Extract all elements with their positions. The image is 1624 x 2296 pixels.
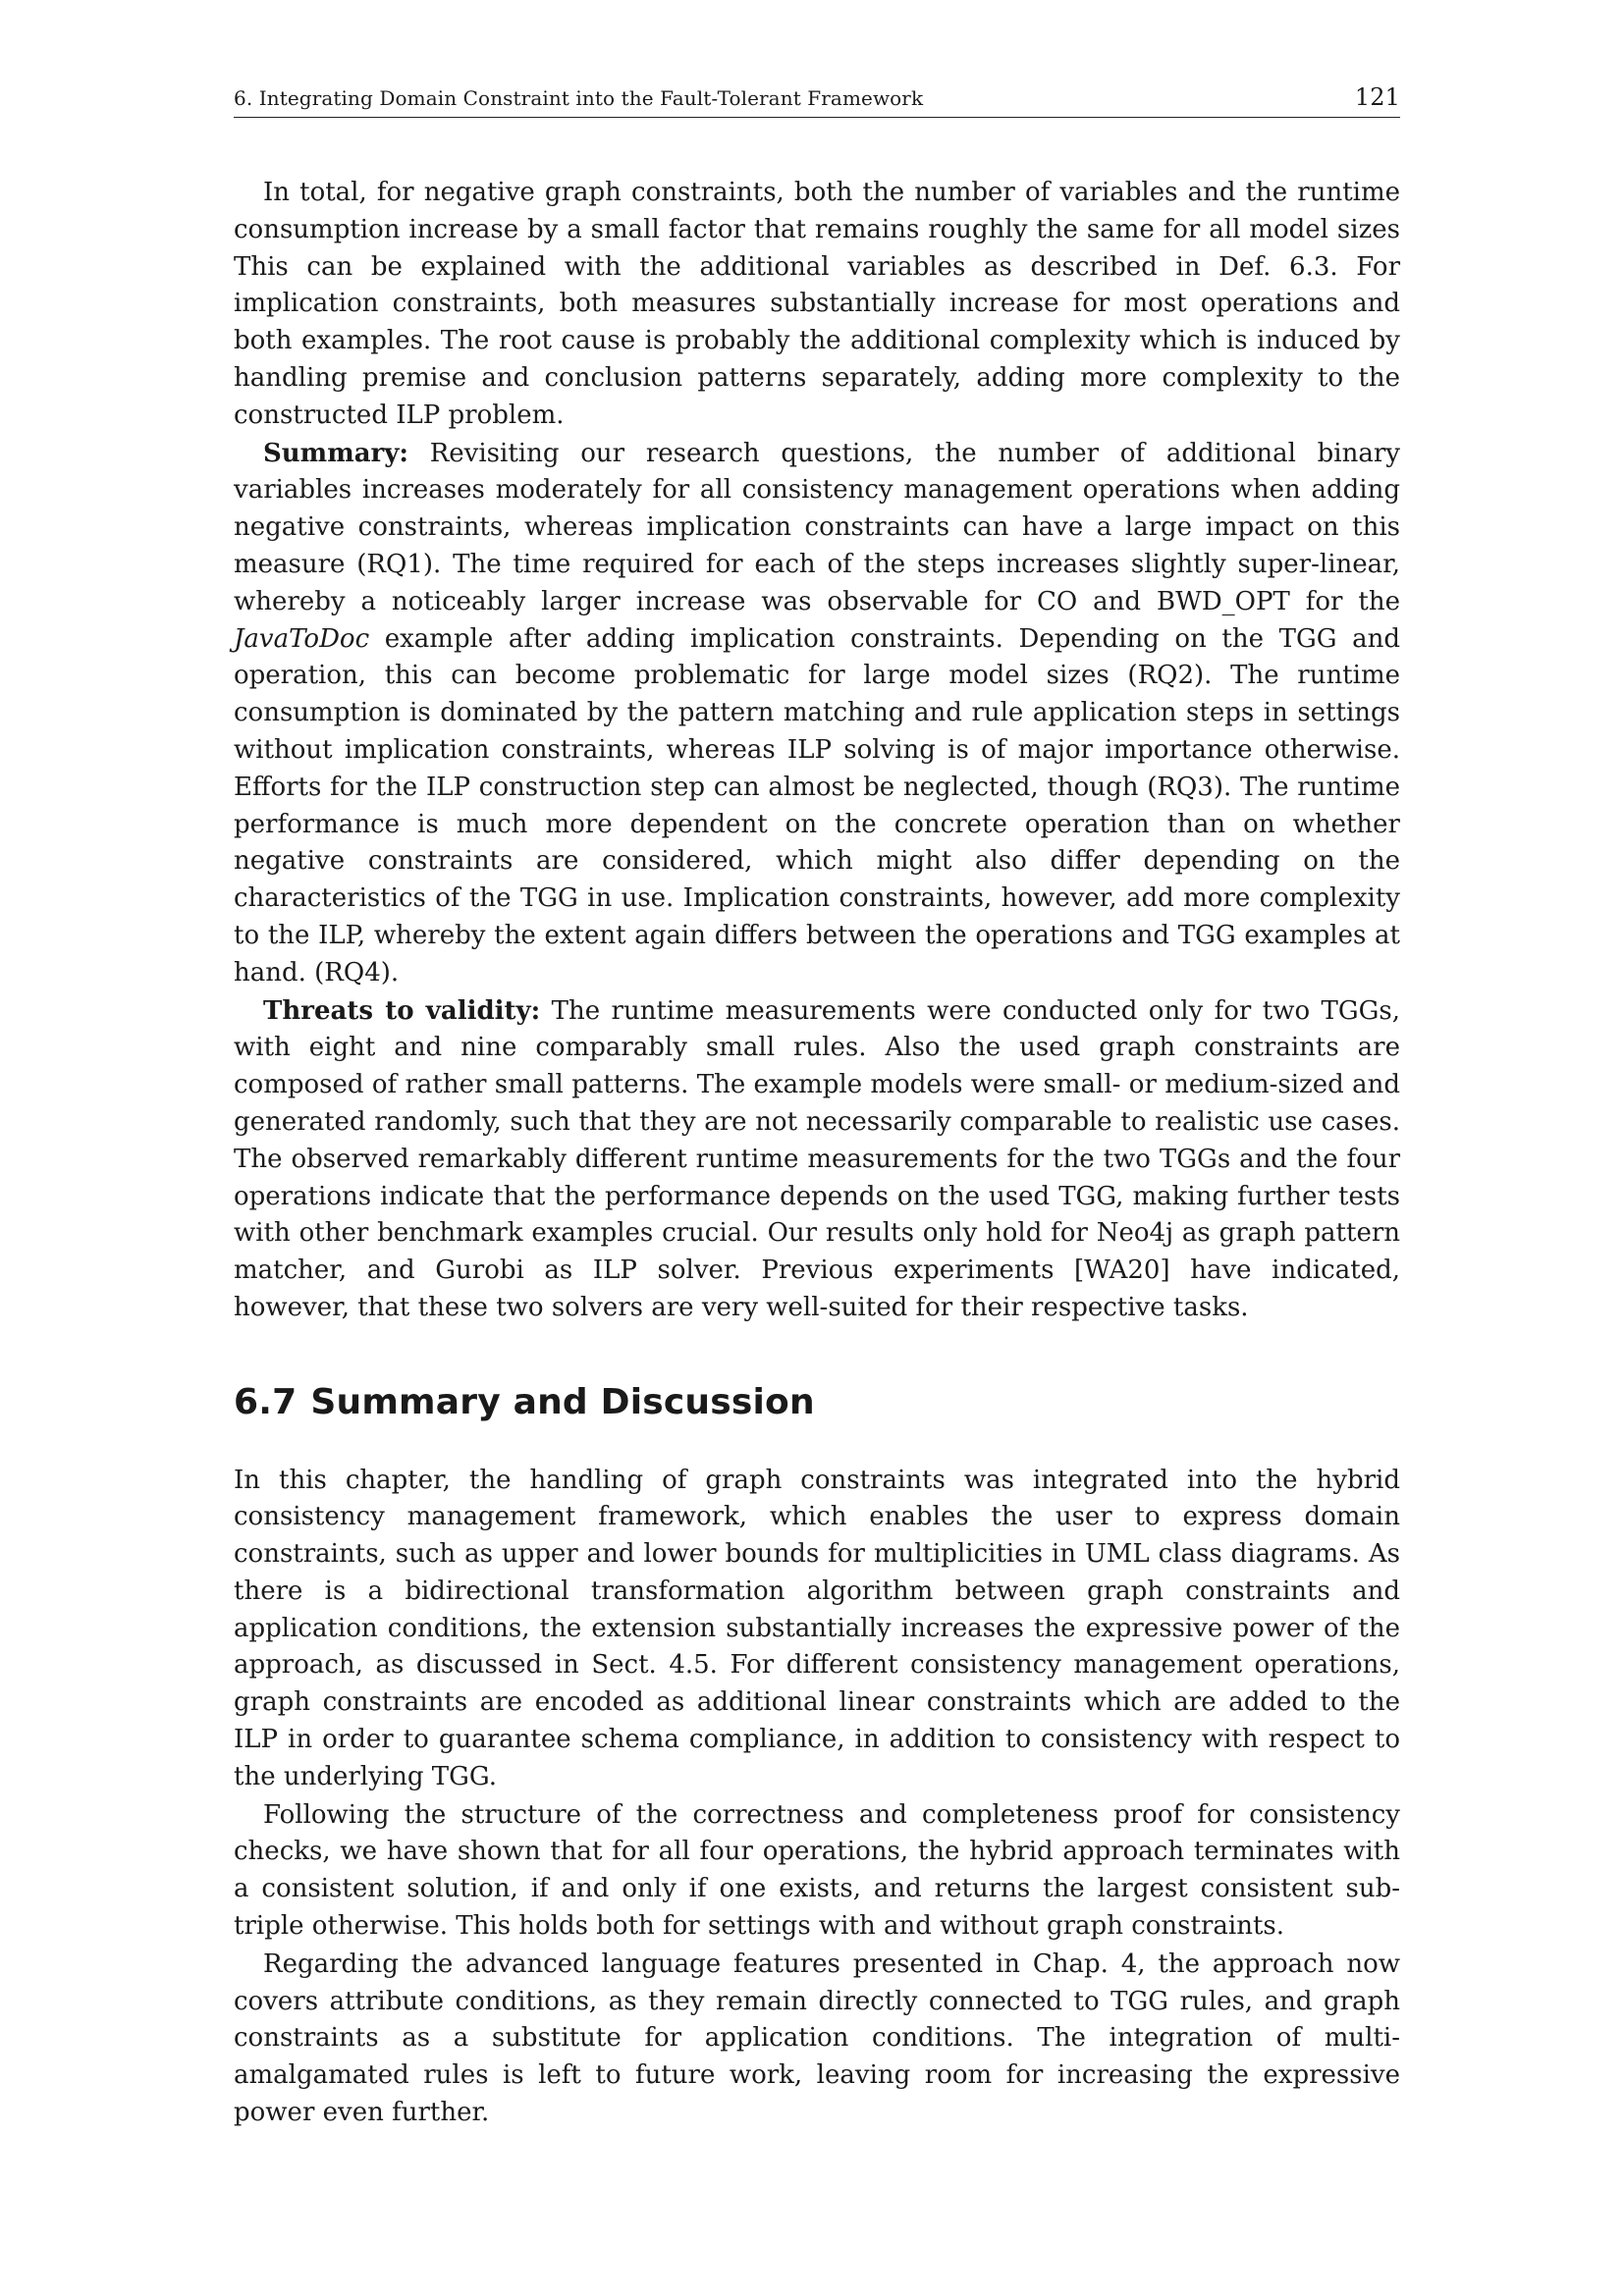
body-text [234, 175, 1400, 2132]
summary-text-a: Revisiting our research questions, the number of additional binary variables increases moderately for all consistency management operations when adding negative constraints, whereas implication constraints can have a large impact on this measure (RQ1). The time required for each of the steps increases slightly super-linear, whereby a noticeably larger increase was observable for CO and BWD_OPT for the [234, 438, 1400, 616]
running-header [234, 83, 1400, 118]
section-title: Summary and Discussion [310, 1381, 815, 1422]
paragraph-language-features: Regarding the advanced language features presented in Chap. 4, the approach now covers attribute conditions, as they remain directly connected to TGG rules, and graph constraints as a substitute for application conditions. The integration of multi-amalgamated rules is left to future work, leaving room for increasing the expressive power even further. [234, 1949, 1400, 2128]
paragraph-correctness: Following the structure of the correctness and completeness proof for consistency checks, we have shown that for all four operations, the hybrid approach terminates with a consistent solution, if and only if one exists, and returns the largest consistent sub-triple otherwise. This holds both for settings with and without graph constraints. [234, 1799, 1400, 1942]
section-number: 6.7 [234, 1381, 298, 1422]
running-title: 6. Integrating Domain Constraint into the Fault-Tolerant Framework [234, 86, 924, 110]
summary-label: Summary: [263, 438, 408, 468]
page-number: 121 [1354, 83, 1400, 111]
example-name: JavaToDoc [234, 623, 370, 654]
summary-text-b: example after adding implication constraints. Depending on the TGG and operation, this can become problematic for large model sizes (RQ2). The runtime consumption is dominated by the pattern matching and rule application steps in settings without implication constraints, whereas ILP solving is of major importance otherwise. Efforts for the ILP construction step can almost be neglected, though (RQ3). The runtime performance is much more dependent on the concrete operation than on whether negative constraints are considered, which might also differ depending on the characteristics of the TGG in use. Implication constraints, however, add more complexity to the ILP, whereby the extent again differs between the operations and TGG examples at hand. (RQ4). [234, 623, 1400, 988]
section-heading [234, 1381, 1400, 1422]
threats-label: Threats to validity: [263, 995, 541, 1026]
paragraph-chapter-summary: In this chapter, the handling of graph constraints was integrated into the hybrid consistency management framework, which enables the user to express domain constraints, such as upper and lower bounds for multiplicities in UML class diagrams. As there is a bidirectional transformation algorithm between graph constraints and application conditions, the extension substantially increases the expressive power of the approach, as discussed in Sect. 4.5. For different consistency management operations, graph constraints are encoded as additional linear constraints which are added to the ILP in order to guarantee schema compliance, in addition to consistency with respect to the underlying TGG. [234, 1465, 1400, 1791]
document-page [234, 83, 1400, 2133]
threats-text: The runtime measurements were conducted only for two TGGs, with eight and nine comparably small rules. Also the used graph constraints are composed of rather small patterns. The example models were small- or medium-sized and generated randomly, such that they are not necessarily comparable to realistic use cases. The observed remarkably different runtime measurements for the two TGGs and the four operations indicate that the performance depends on the used TGG, making further tests with other benchmark examples crucial. Our results only hold for Neo4j as graph pattern matcher, and Gurobi as ILP solver. Previous experiments [WA20] have indicated, however, that these two solvers are very well-suited for their respective tasks. [234, 995, 1401, 1322]
paragraph-threats [234, 993, 1400, 1327]
paragraph-summary [234, 436, 1400, 992]
paragraph-results: In total, for negative graph constraints, both the number of variables and the runtime consumption increase by a small factor that remains roughly the same for all model sizes This can be explained with the additional variables as described in Def. 6.3. For implication constraints, both measures substantially increase for most operations and both examples. The root cause is probably the additional complexity which is induced by handling premise and conclusion patterns separately, adding more complexity to the constructed ILP problem. [234, 178, 1400, 430]
